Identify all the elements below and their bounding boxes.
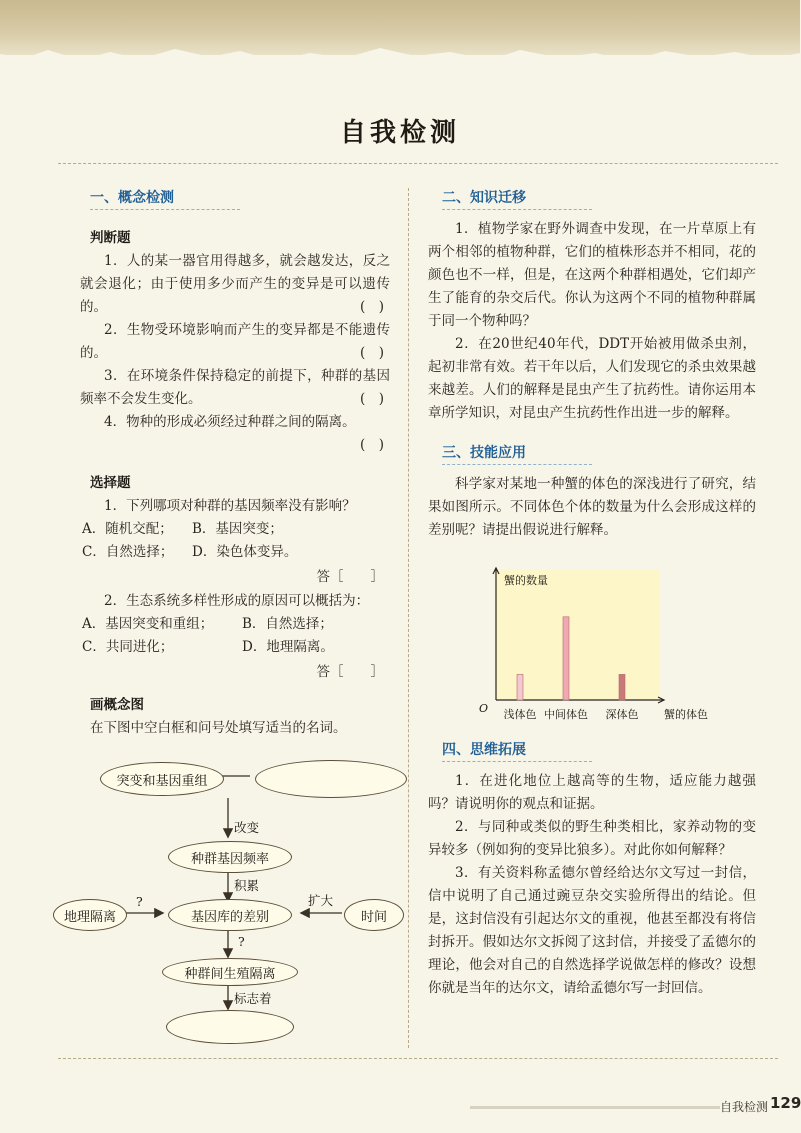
transfer-q2: 2．在20世纪40年代，DDT开始被用做杀虫剂，起初非常有效。若干年以后，人们发现它的杀虫效果越来越差。人们的解释是昆虫产生了抗药性。请你运用本章所学知识，对昆虫产生抗药性作出进一步的解释。 xyxy=(428,336,756,421)
left-column xyxy=(80,184,390,740)
torn-paper-edge xyxy=(0,40,800,70)
section-heading-text: 一、概念检测 xyxy=(90,190,174,206)
option[interactable]: D．染色体变异。 xyxy=(192,544,298,560)
answer-paren[interactable]: ( ) xyxy=(359,437,384,453)
concept-map xyxy=(50,758,410,1058)
option[interactable]: C．自然选择； xyxy=(82,544,174,560)
choice-1-options-row-1 xyxy=(80,518,390,541)
judge-item-2-text: 2．生物受环境影响而产生的变异都是不能遗传的。 xyxy=(80,322,390,361)
judge-item-4 xyxy=(80,411,390,434)
choice-2-options-row-2 xyxy=(80,636,390,659)
label-marker: 标志着 xyxy=(234,991,272,1006)
chart-tick-labels xyxy=(504,707,639,721)
judge-heading: 判断题 xyxy=(90,230,131,246)
choice-question-1: 1．下列哪项对种群的基因频率没有影响？ xyxy=(104,498,356,514)
section-heading-skills xyxy=(428,439,756,467)
judge-item-1-text: 1．人的某一器官用得越多，就会越发达，反之就会退化；由于使用多少而产生的变异是可以遗传的。 xyxy=(80,253,390,315)
page-number: 129 xyxy=(770,1094,801,1112)
label-accumulate: 积累 xyxy=(234,878,260,893)
option[interactable]: C．共同进化； xyxy=(82,639,174,655)
option[interactable]: B．基因突变； xyxy=(192,521,283,537)
title-divider xyxy=(58,163,778,164)
section-heading-thinking xyxy=(428,736,756,764)
bar-1 xyxy=(517,674,523,700)
heading-underline xyxy=(442,464,592,465)
option[interactable]: A．随机交配； xyxy=(82,521,173,537)
section-heading-transfer xyxy=(428,184,756,212)
answer-bracket[interactable]: 答［ ］ xyxy=(316,664,384,680)
section-heading-text: 三、技能应用 xyxy=(442,445,526,461)
bar-3 xyxy=(619,674,625,700)
judge-item-3 xyxy=(80,365,390,411)
judge-item-4-text: 4．物种的形成必须经过种群之间的隔离。 xyxy=(104,414,356,430)
transfer-q1: 1．植物学家在野外调查中发现，在一片草原上有两个相邻的植物种群，它们的植株形态并不相同，花的颜色也不一样，但是，在这两个种群相遇处，它们却产生了能育的杂交后代。你认为这两个不同的植物种群属于同一个物种吗？ xyxy=(428,221,756,329)
concept-map-instruction: 在下图中空白框和问号处填写适当的名词。 xyxy=(90,720,347,736)
node-blank-top[interactable] xyxy=(255,760,407,798)
footer-label: 自我检测 xyxy=(720,1100,769,1114)
option[interactable]: A．基因突变和重组； xyxy=(82,616,214,632)
judge-item-1 xyxy=(80,250,390,319)
section-heading-text: 四、思维拓展 xyxy=(442,742,526,758)
judge-item-2 xyxy=(80,319,390,365)
page-title: 自我检测 xyxy=(339,118,460,148)
answer-paren[interactable]: ( ) xyxy=(359,299,384,315)
answer-paren[interactable]: ( ) xyxy=(359,391,384,407)
x-tick-label: 中间体色 xyxy=(544,708,588,721)
section-heading-text: 二、知识迁移 xyxy=(442,190,526,206)
crab-color-chart xyxy=(478,566,708,726)
thinking-q1: 1．在进化地位上越高等的生物，适应能力越强吗？请说明你的观点和证据。 xyxy=(428,773,756,812)
choice-heading: 选择题 xyxy=(90,475,131,491)
option[interactable]: B．自然选择； xyxy=(242,616,333,632)
y-axis-label: 蟹的数量 xyxy=(504,574,548,587)
choice-1-options-row-2 xyxy=(80,541,390,564)
concept-map-heading: 画概念图 xyxy=(90,697,144,713)
node-reproductive-isolation: 种群间生殖隔离 xyxy=(162,958,298,986)
answer-paren[interactable]: ( ) xyxy=(359,345,384,361)
answer-bracket[interactable]: 答［ ］ xyxy=(316,569,384,585)
node-mutation: 突变和基因重组 xyxy=(100,762,224,796)
skills-q1: 科学家对某地一种蟹的体色的深浅进行了研究，结果如图所示。不同体色个体的数量为什么会形成这样的差别呢？请提出假说进行解释。 xyxy=(428,476,756,538)
choice-question-2: 2．生态系统多样性形成的原因可以概括为： xyxy=(104,593,370,609)
x-tick-label: 深体色 xyxy=(605,708,639,721)
label-question-1[interactable]: ? xyxy=(136,894,143,909)
heading-underline xyxy=(442,209,592,210)
heading-underline xyxy=(442,761,592,762)
origin-label: O xyxy=(479,702,489,715)
right-column-lower xyxy=(428,736,756,1000)
section-heading-concept xyxy=(90,184,390,212)
label-change: 改变 xyxy=(234,820,260,835)
chart-svg xyxy=(478,566,708,726)
thinking-q2: 2．与同种或类似的野生种类相比，家养动物的变异较多（例如狗的变异比狼多）。对此你如何解释？ xyxy=(428,819,756,858)
thinking-q3: 3．有关资料称孟德尔曾经给达尔文写过一封信，信中说明了自己通过豌豆杂交实验所得出的结论。但是，这封信没有引起达尔文的重视，他甚至都没有将信封拆开。假如达尔文拆阅了这封信，并接受了孟德尔的理论，他会对自己的自然选择学说做怎样的修改？设想你就是当年的达尔文，请给孟德尔写一封回信。 xyxy=(428,865,756,996)
x-tick-label: 浅体色 xyxy=(503,708,537,721)
judge-item-3-text: 3．在环境条件保持稳定的前提下，种群的基因频率不会发生变化。 xyxy=(80,368,390,407)
node-geographic-isolation: 地理隔离 xyxy=(53,899,127,931)
footer-divider xyxy=(58,1058,778,1059)
heading-underline xyxy=(90,209,240,210)
node-blank-bottom[interactable] xyxy=(166,1010,294,1044)
node-gene-frequency: 种群基因频率 xyxy=(168,841,292,873)
footer-bar xyxy=(470,1106,720,1109)
label-expand: 扩大 xyxy=(308,893,334,908)
right-column xyxy=(428,184,756,542)
bar-2 xyxy=(563,617,569,700)
x-axis-label: 蟹的体色 xyxy=(664,708,708,721)
option[interactable]: D．地理隔离。 xyxy=(242,639,334,655)
label-question-2[interactable]: ? xyxy=(238,934,245,949)
choice-2-options-row-1 xyxy=(80,613,390,636)
node-gene-pool-difference: 基因库的差别 xyxy=(168,899,292,931)
node-time: 时间 xyxy=(344,899,404,931)
